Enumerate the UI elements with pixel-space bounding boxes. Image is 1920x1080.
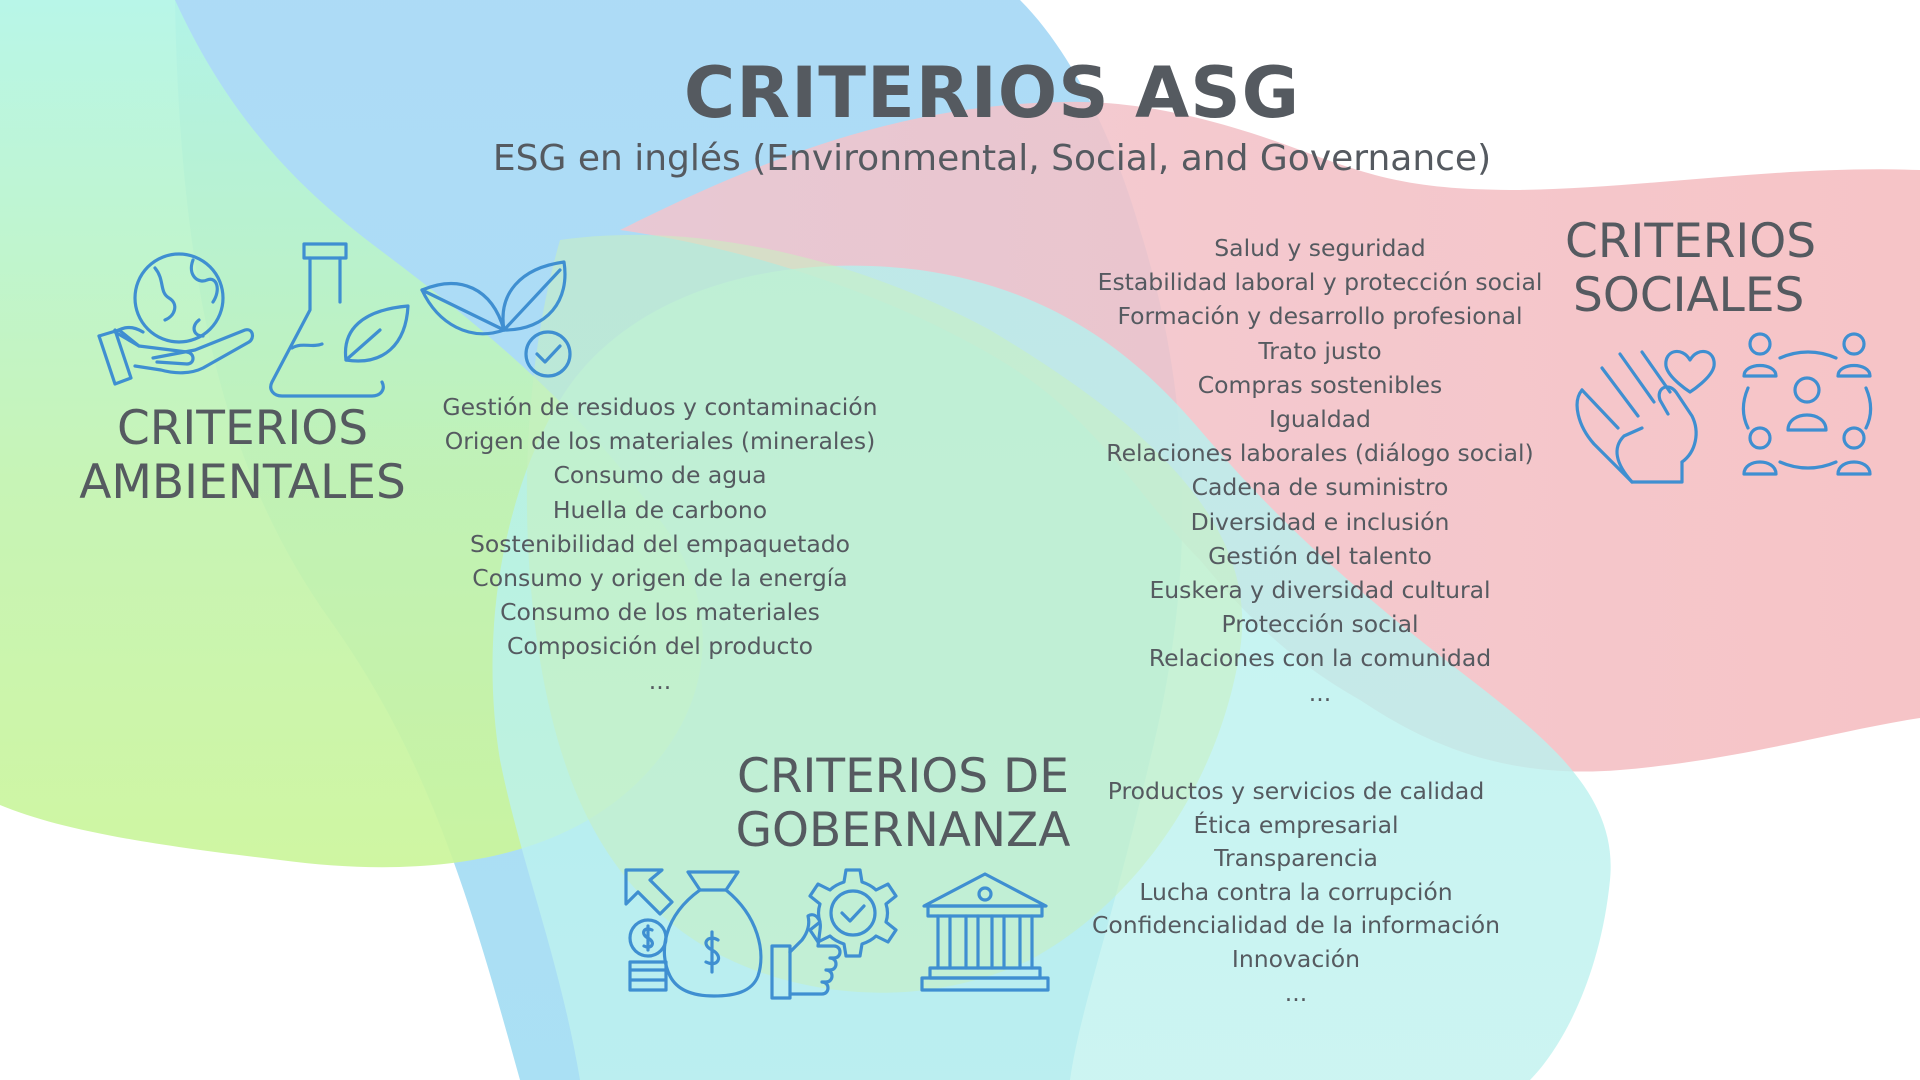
list-item: Relaciones laborales (diálogo social) (1106, 439, 1534, 468)
list-item: Gestión del talento (1208, 541, 1432, 570)
social-heading (1565, 214, 1817, 323)
page-subtitle: ESG en inglés (Environmental, Social, and Governance) (492, 138, 1492, 179)
bank-building-icon (918, 872, 1052, 998)
list-item: Innovación (1231, 944, 1361, 973)
list-item: Salud y seguridad (1214, 234, 1426, 262)
list-item: Productos y servicios de calidad (1107, 777, 1485, 805)
list-item: Consumo y origen de la energía (472, 564, 848, 593)
governance-heading-line1: CRITERIOS DE (737, 749, 1069, 804)
list-item: Formación y desarrollo profesional (1117, 302, 1523, 331)
page-title: CRITERIOS ASG (683, 52, 1301, 134)
list-item: ... (1284, 978, 1308, 1007)
list-item: Huella de carbono (552, 495, 768, 524)
list-item: Gestión de residuos y contaminación (442, 393, 878, 421)
list-item: Consumo de agua (553, 461, 767, 490)
leaves-check-icon (420, 260, 580, 380)
people-network-icon (1740, 330, 1875, 490)
gear-check-thumb-icon (768, 866, 904, 1002)
money-bag-icon (622, 868, 764, 1000)
hands-heart-icon (1572, 332, 1732, 487)
list-item: Diversidad e inclusión (1190, 507, 1450, 536)
list-item: Euskera y diversidad cultural (1149, 576, 1491, 605)
list-item: Trato justo (1258, 336, 1382, 365)
list-item: Confidencialidad de la información (1092, 911, 1500, 940)
list-item: Lucha contra la corrupción (1139, 877, 1453, 906)
social-heading-line2: SOCIALES (1573, 268, 1805, 323)
environmental-heading-line2: AMBIENTALES (79, 455, 406, 510)
list-item: ... (648, 666, 672, 695)
environmental-criteria-list (410, 390, 910, 698)
social-criteria-list (1070, 231, 1570, 710)
list-item: Cadena de suministro (1191, 473, 1449, 502)
social-heading-line1: CRITERIOS (1565, 214, 1817, 269)
list-item: Estabilidad laboral y protección social (1097, 268, 1543, 297)
list-item: Relaciones con la comunidad (1148, 644, 1492, 673)
list-item: Ética empresarial (1193, 810, 1399, 839)
list-item: Consumo de los materiales (500, 598, 820, 627)
list-item: Transparencia (1214, 844, 1378, 873)
flask-leaf-icon (262, 240, 412, 398)
governance-heading-line2: GOBERNANZA (735, 803, 1071, 858)
list-item: ... (1308, 678, 1332, 707)
list-item: Sostenibilidad del empaquetado (469, 529, 851, 558)
governance-criteria-list (1046, 775, 1546, 1010)
governance-heading (720, 750, 1086, 858)
list-item: Origen de los materiales (minerales) (444, 427, 876, 456)
environmental-heading (70, 402, 415, 510)
list-item: Protección social (1221, 610, 1419, 639)
environmental-heading-line1: CRITERIOS (116, 401, 369, 456)
list-item: Igualdad (1269, 405, 1371, 434)
globe-in-hand-icon (95, 250, 255, 390)
list-item: Composición del producto (506, 632, 814, 661)
list-item: Compras sostenibles (1197, 370, 1443, 399)
